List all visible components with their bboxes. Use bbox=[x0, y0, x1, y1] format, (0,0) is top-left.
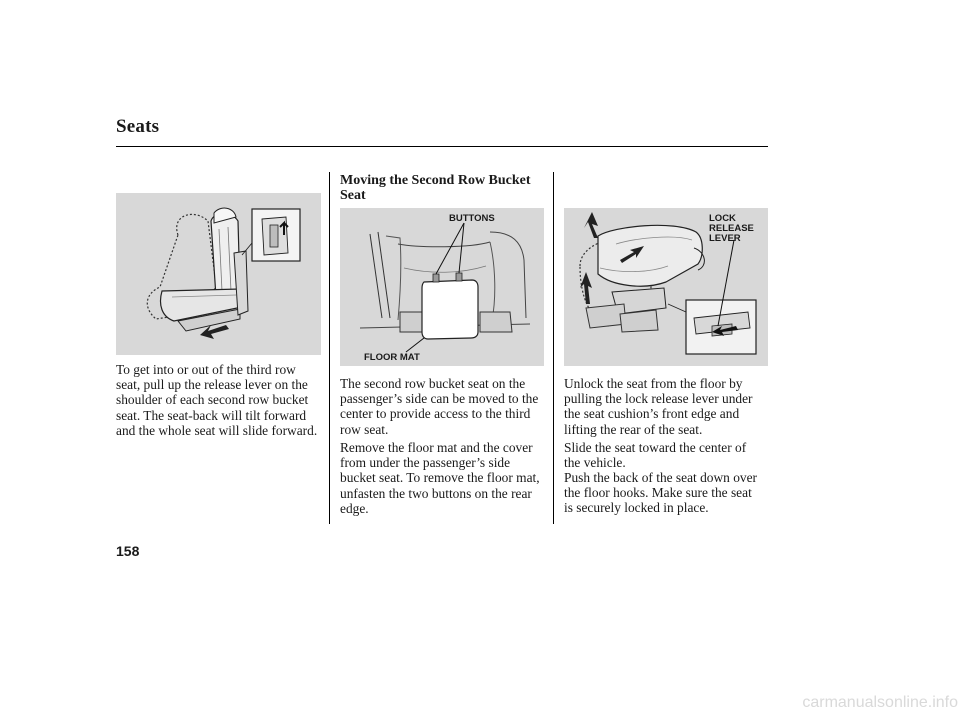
third-row-access-illustration bbox=[116, 193, 321, 355]
unlock-seat-paragraph: Unlock the seat from the floor by pulling the lock release lever under the seat cushion’s front edge and lifting the rear of the seat. bbox=[564, 376, 753, 437]
slide-seat-paragraph: Slide the seat toward the center of the vehicle. bbox=[564, 440, 747, 471]
watermark: carmanualsonline.info bbox=[802, 694, 958, 711]
floor-mat-removal-paragraph: Remove the floor mat and the cover from under the passenger’s side bucket seat. To remove the floor mat, unfasten the two buttons on the rear edge. bbox=[340, 440, 540, 516]
second-row-section-heading: Moving the Second Row Bucket Seat bbox=[340, 173, 531, 203]
second-row-intro-paragraph: The second row bucket seat on the passenger’s side can be moved to the center to provide access to the third row seat. bbox=[340, 376, 539, 437]
section-title: Seats bbox=[116, 116, 160, 137]
floor-mat-callout-label: FLOOR MAT bbox=[364, 352, 420, 363]
third-row-access-paragraph: To get into or out of the third row seat, pull up the release lever on the shoulder of each second row bucket seat. The seat-back will tilt forward and the whole seat will slide forward. bbox=[116, 362, 318, 438]
page-number: 158 bbox=[116, 543, 140, 559]
buttons-callout-label: BUTTONS bbox=[449, 213, 495, 224]
column-divider-right bbox=[553, 172, 554, 524]
seat-tilt-diagram bbox=[116, 193, 321, 355]
push-seat-back-paragraph: Push the back of the seat down over the floor hooks. Make sure the seat is securely locked in place. bbox=[564, 470, 758, 516]
floor-mat-illustration bbox=[340, 208, 544, 366]
floor-mat-diagram bbox=[340, 208, 544, 366]
header-divider bbox=[116, 146, 768, 147]
column-divider-left bbox=[329, 172, 330, 524]
lock-release-lever-callout-label: LOCK RELEASE LEVER bbox=[709, 213, 754, 244]
